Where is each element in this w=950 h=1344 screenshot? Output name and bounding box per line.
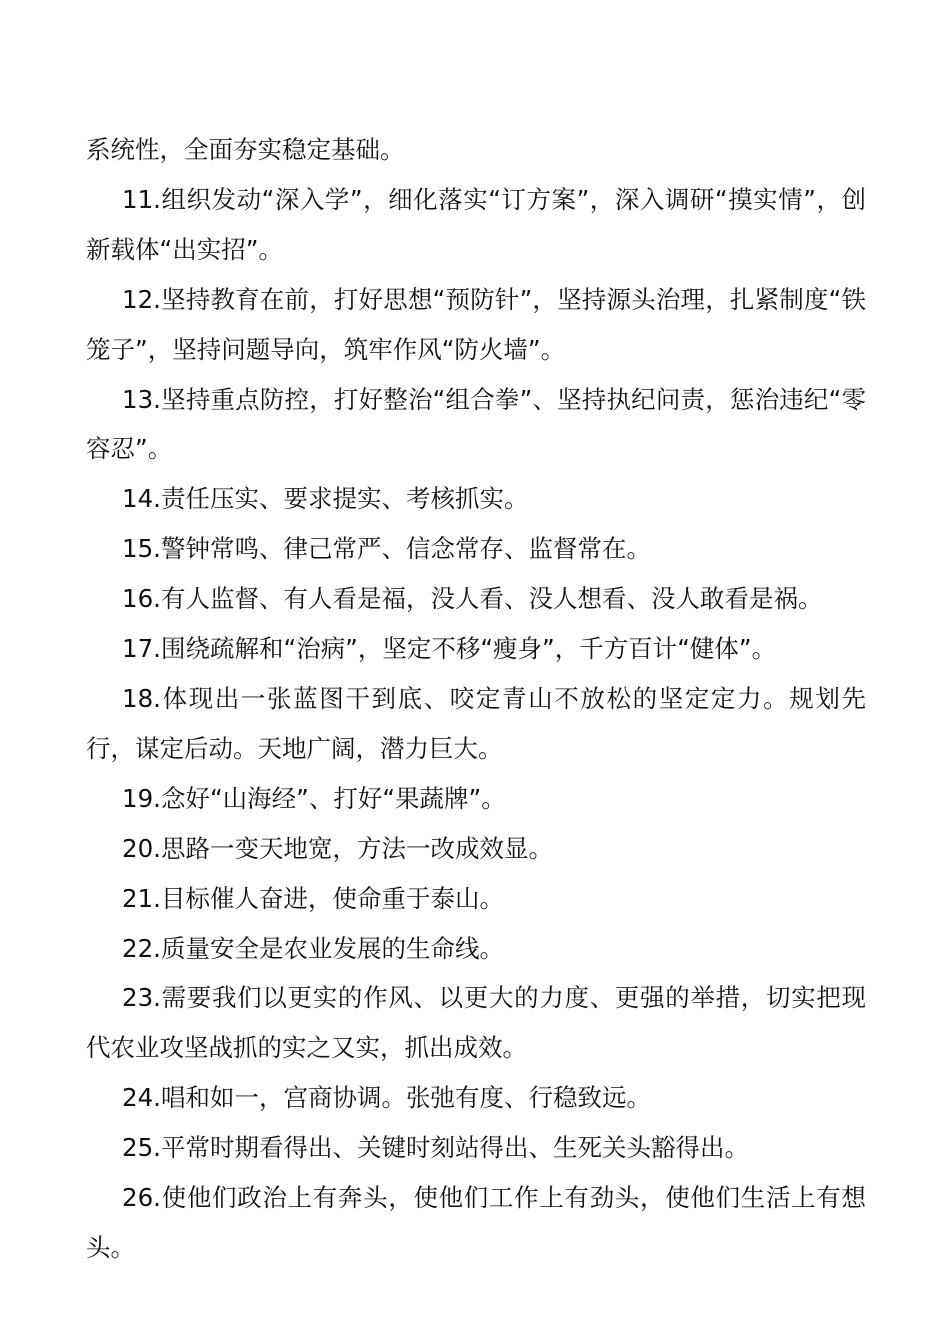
paragraph-20: 20.思路一变天地宽，方法一改成效显。 (122, 833, 553, 863)
paragraph-13: 13.坚持重点防控，打好整治“组合拳”、坚持执纪问责，惩治违纪“零容忍”。 (86, 384, 866, 464)
paragraph-18: 18.体现出一张蓝图干到底、咬定青山不放松的坚定定力。规划先行，谋定后动。天地广阔，潜力巨大。 (86, 683, 866, 763)
document-body (86, 125, 866, 1273)
paragraph-12: 12.坚持教育在前，打好思想“预防针”，坚持源头治理，扎紧制度“铁笼子”，坚持问题导向，筑牢作风“防火墙”。 (86, 284, 866, 364)
paragraph-25: 25.平常时期看得出、关键时刻站得出、生死关头豁得出。 (122, 1133, 749, 1163)
paragraph-24: 24.唱和如一，宫商协调。张弛有度、行稳致远。 (122, 1083, 651, 1113)
paragraph-16: 16.有人监督、有人看是福，没人看、没人想看、没人敢看是祸。 (122, 584, 823, 614)
paragraph-21: 21.目标催人奋进，使命重于泰山。 (122, 883, 504, 913)
paragraph-22: 22.质量安全是农业发展的生命线。 (122, 933, 504, 963)
paragraph-14: 14.责任压实、要求提实、考核抓实。 (122, 484, 529, 514)
paragraph-11: 11.组织发动“深入学”，细化落实“订方案”，深入调研“摸实情”，创新载体“出实招”。 (86, 184, 866, 264)
paragraph-26: 26.使他们政治上有奔头，使他们工作上有劲头，使他们生活上有想头。 (86, 1183, 866, 1262)
paragraph-17: 17.围绕疏解和“治病”，坚定不移“瘦身”，千方百计“健体”。 (122, 634, 777, 664)
paragraph-23: 23.需要我们以更实的作风、以更大的力度、更强的举措，切实把现代农业攻坚战抓的实之又实，抓出成效。 (86, 983, 866, 1063)
paragraph-15: 15.警钟常鸣、律己常严、信念常存、监督常在。 (122, 534, 651, 564)
paragraph-continued: 系统性，全面夯实稳定基础。 (86, 135, 405, 164)
paragraph-19: 19.念好“山海经”、打好“果蔬牌”。 (122, 783, 506, 813)
